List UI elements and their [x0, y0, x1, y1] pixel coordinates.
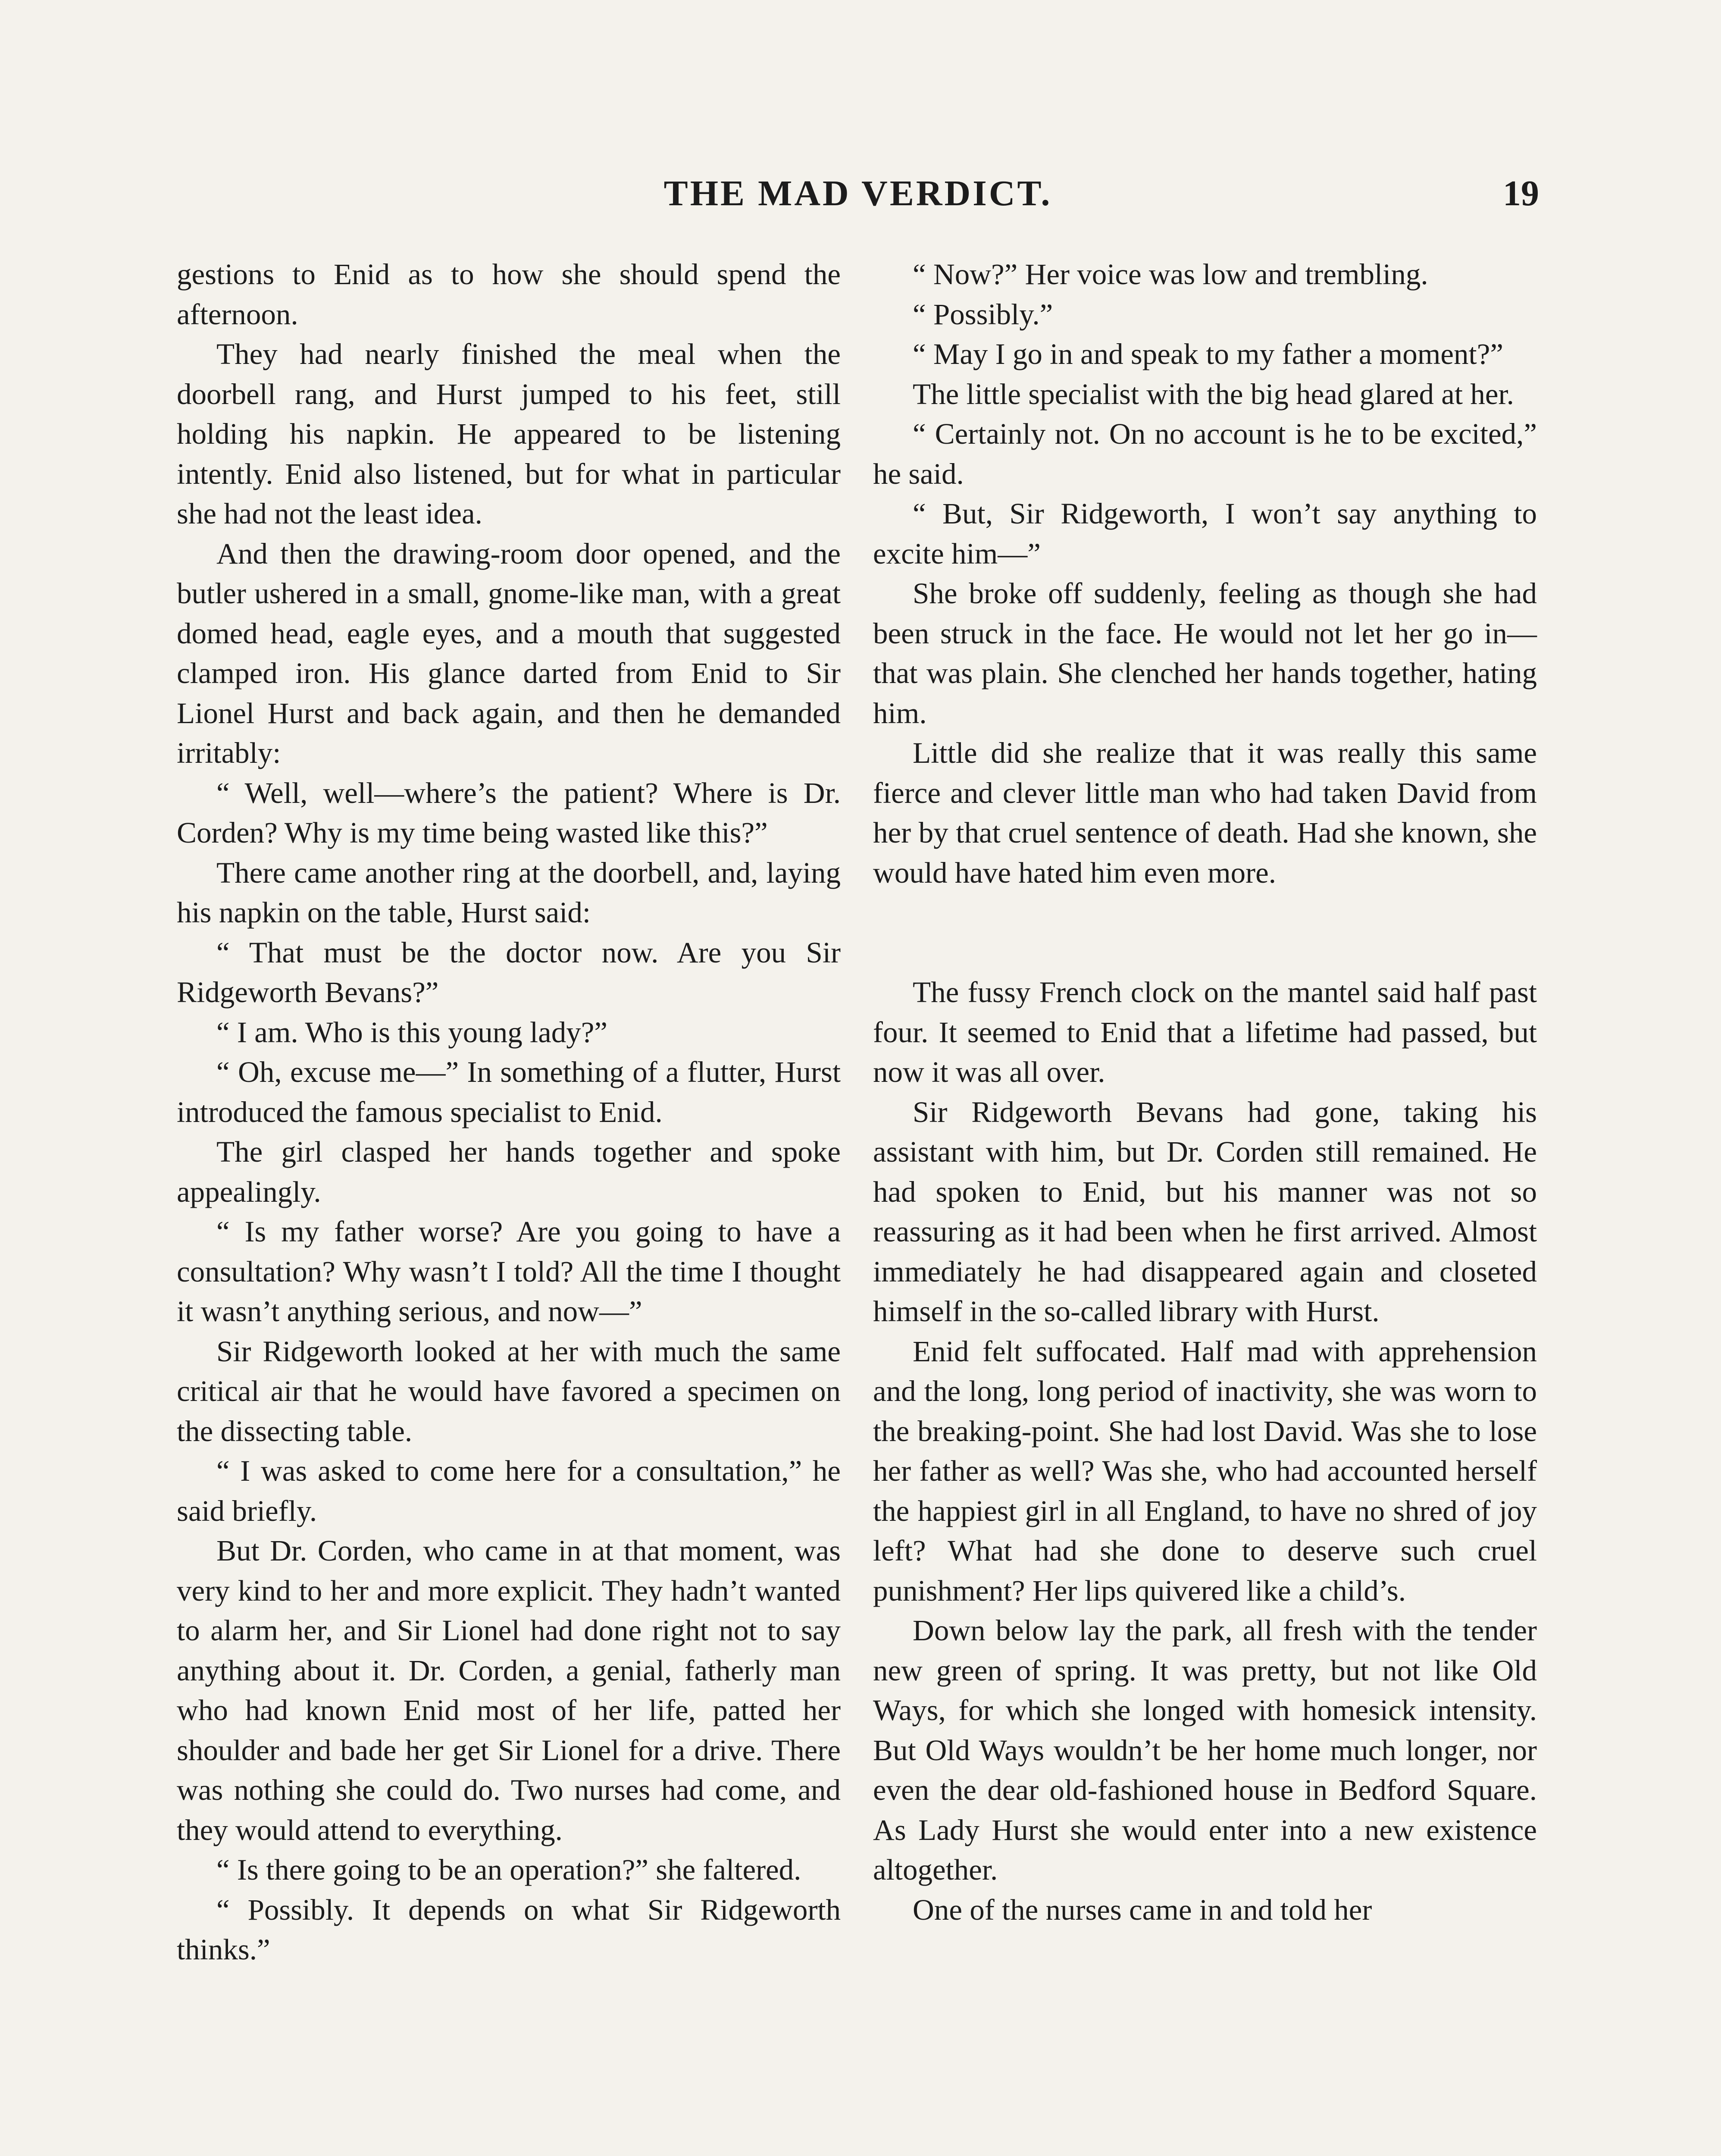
paragraph: They had nearly finished the meal when the doorbell rang, and Hurst jumped to his feet, still holding his napkin. He appeared to be listening intently. Enid also listened, but for what in particular she had not the least idea.	[177, 338, 841, 530]
paragraph: She broke off suddenly, feeling as though she had been struck in the face. He would not let her go in—that was plain. She clenched her hands together, hating him.	[873, 577, 1537, 730]
paragraph: “ But, Sir Ridgeworth, I won’t say anything to excite him—”	[873, 497, 1537, 570]
paragraph: “ Possibly.”	[913, 298, 1053, 331]
paragraph: “ May I go in and speak to my father a moment?”	[913, 338, 1503, 370]
paragraph: But Dr. Corden, who came in at that moment, was very kind to her and more explicit. They hadn’t wanted to alarm her, and Sir Lionel had done right not to say anything about it. Dr. Corden, a genial, fatherly man who had known Enid most of her life, patted her shoulder and bade her get Sir Lionel for a drive. There was nothing she could do. Two nurses had come, and they would attend to everything.	[177, 1534, 841, 1846]
paragraph: “ Is my father worse? Are you going to have a consultation? Why wasn’t I told? All the time I thought it wasn’t anything serious, and now—”	[177, 1215, 841, 1328]
paragraph: “ That must be the doctor now. Are you Sir Ridgeworth Bevans?”	[177, 936, 841, 1009]
paragraph: And then the drawing-room door opened, and the butler ushered in a small, gnome-like man, with a great domed head, eagle eyes, and a mouth that suggested clamped iron. His glance darted from Enid to Sir Lionel Hurst and back again, and then he demanded irritably:	[177, 537, 841, 769]
paragraph: “ Possibly. It depends on what Sir Ridgeworth thinks.”	[177, 1893, 841, 1966]
paragraph: One of the nurses came in and told her	[913, 1893, 1372, 1926]
left-column	[177, 254, 841, 1970]
page-number: 19	[1503, 173, 1539, 213]
right-column	[873, 254, 1537, 1930]
paragraph: “ I was asked to come here for a consultation,” he said briefly.	[177, 1454, 841, 1527]
running-header	[177, 172, 1539, 224]
paragraph: The fussy French clock on the mantel said half past four. It seemed to Enid that a lifetime had passed, but now it was all over.	[873, 976, 1537, 1088]
paragraph: Enid felt suffocated. Half mad with apprehension and the long, long period of inactivity, she was worn to the breaking-point. She had lost David. Was she to lose her father as well? Was she, who had accounted herself the happiest girl in all England, to have no shred of joy left? What had she done to deserve such cruel punishment? Her lips quivered like a child’s.	[873, 1335, 1537, 1607]
paragraph: “ Oh, excuse me—” In something of a flutter, Hurst introduced the famous specialist to Enid.	[177, 1056, 841, 1128]
paragraph: “ Is there going to be an operation?” she faltered.	[216, 1853, 801, 1886]
paragraph: There came another ring at the doorbell, and, laying his napkin on the table, Hurst said:	[177, 856, 841, 929]
paragraph: “ Certainly not. On no account is he to be excited,” he said.	[873, 417, 1537, 490]
paragraph: gestions to Enid as to how she should spend the afternoon.	[177, 258, 841, 331]
paragraph: Sir Ridgeworth Bevans had gone, taking his assistant with him, but Dr. Corden still remained. He had spoken to Enid, but his manner was not so reassuring as it had been when he first arrived. Almost immediately he had disappeared again and closeted himself in the so-called library with Hurst.	[873, 1095, 1537, 1328]
paragraph: The little specialist with the big head glared at her.	[913, 377, 1514, 411]
paragraph: “ Now?” Her voice was low and trembling.	[913, 258, 1428, 291]
running-title: THE MAD VERDICT.	[663, 173, 1052, 213]
paragraph: The girl clasped her hands together and spoke appealingly.	[177, 1135, 841, 1208]
paragraph: “ I am. Who is this young lady?”	[216, 1015, 608, 1049]
paragraph: “ Well, well—where’s the patient? Where is Dr. Corden? Why is my time being wasted like this?”	[177, 776, 841, 849]
paragraph: Sir Ridgeworth looked at her with much the same critical air that he would have favored a specimen on the dissecting table.	[177, 1335, 841, 1448]
paragraph: Down below lay the park, all fresh with the tender new green of spring. It was pretty, but not like Old Ways, for which she longed with homesick intensity. But Old Ways wouldn’t be her home much longer, nor even the dear old-fashioned house in Bedford Square. As Lady Hurst she would enter into a new existence altogether.	[873, 1614, 1537, 1886]
paragraph: Little did she realize that it was really this same fierce and clever little man who had taken David from her by that cruel sentence of death. Had she known, she would have hated him even more.	[873, 736, 1537, 889]
